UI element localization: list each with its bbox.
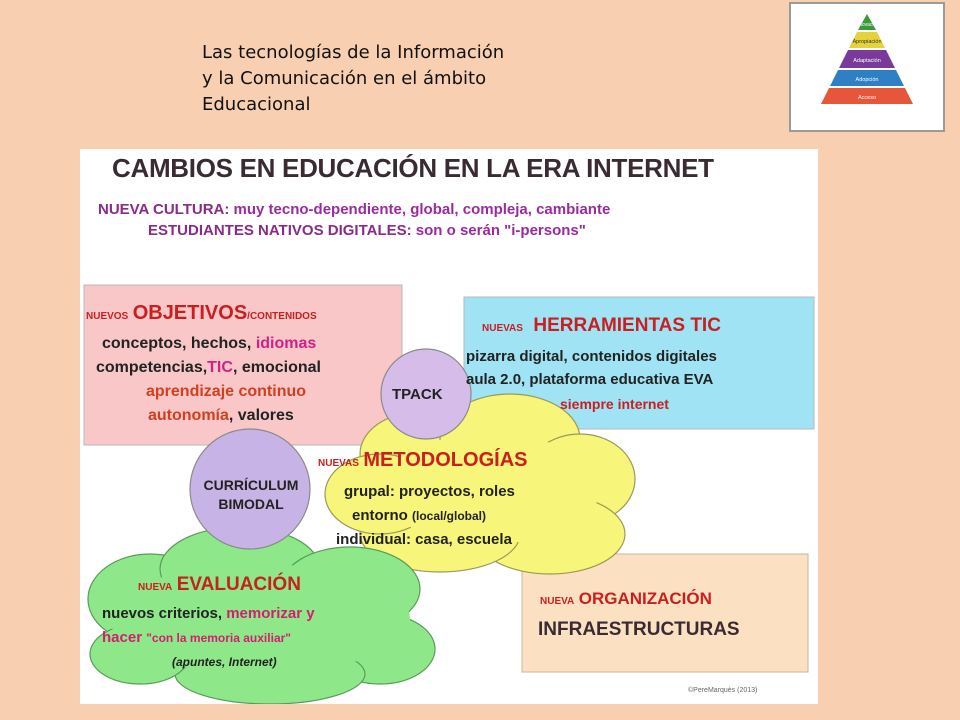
pyramid-image	[789, 2, 945, 132]
pyramid-level-label: Apropiación	[852, 39, 882, 45]
objetivos-text: , valores	[228, 407, 294, 424]
objetivos-suffix: /CONTENIDOS	[247, 311, 317, 322]
evaluacion-line-2	[102, 629, 291, 646]
slide-title-line: Las tecnologías de la Información	[202, 42, 505, 63]
evaluacion-title: EVALUACIÓN	[176, 574, 301, 595]
pyramid-level-label: Innovación	[854, 22, 880, 28]
herramientas-line-2: aula 2.0, plataforma educativa EVA	[466, 371, 714, 388]
evaluacion-highlight: hacer	[102, 629, 147, 646]
organizacion-line-2: INFRAESTRUCTURAS	[538, 619, 740, 640]
evaluacion-text: nuevos criterios,	[102, 605, 227, 622]
slide-title-line: Educacional	[202, 94, 311, 115]
curriculum-line: CURRÍCULUM	[203, 477, 299, 493]
objetivos-title: OBJETIVOS	[132, 302, 248, 324]
organizacion-prefix: NUEVA	[540, 596, 575, 607]
objetivos-line-3: aprendizaje continuo	[146, 383, 307, 400]
objetivos-heading	[86, 302, 317, 325]
tpack-label: TPACK	[392, 386, 443, 403]
evaluacion-heading	[138, 574, 301, 596]
metodologias-note: (local/global)	[412, 509, 487, 523]
metodologias-heading	[318, 449, 527, 472]
objetivos-highlight: TIC	[207, 359, 233, 376]
objetivos-line-4	[148, 407, 294, 425]
objetivos-text: , emocional	[232, 359, 321, 376]
metodologias-text: entorno	[352, 507, 412, 524]
nueva-cultura-label: NUEVA CULTURA:	[98, 201, 230, 218]
evaluacion-note: "con la memoria auxiliar"	[146, 631, 291, 645]
curriculum-label	[192, 476, 310, 514]
pyramid-level-label: Acceso	[857, 95, 877, 101]
nativos-digitales-line	[148, 222, 586, 239]
objetivos-line-1	[102, 335, 316, 353]
nativos-digitales-text: son o serán "i-persons"	[411, 222, 586, 239]
herramientas-heading	[482, 315, 721, 337]
metodologias-line-3: individual: casa, escuela	[336, 531, 512, 548]
pyramid-diagram	[791, 4, 943, 130]
herramientas-line-3: siempre internet	[560, 396, 669, 412]
organizacion-title: ORGANIZACIÓN	[578, 589, 712, 608]
infographic-title: CAMBIOS EN EDUCACIÓN EN LA ERA INTERNET	[112, 153, 714, 183]
metodologias-title: METODOLOGÍAS	[363, 449, 528, 471]
nueva-cultura-text: muy tecno-dependiente, global, compleja, cambiante	[229, 201, 611, 218]
evaluacion-line-3: (apuntes, Internet)	[172, 655, 277, 669]
objetivos-highlight: autonomía	[148, 407, 229, 424]
pyramid-level-label: Adopción	[855, 77, 879, 83]
pyramid-level-label: Adaptación	[853, 58, 881, 64]
objetivos-highlight: idiomas	[255, 335, 317, 352]
objetivos-prefix: NUEVOS	[86, 311, 129, 322]
infographic-image	[80, 149, 818, 704]
evaluacion-prefix: NUEVA	[138, 582, 173, 593]
metodologias-line-2	[352, 507, 486, 524]
metodologias-line-1: grupal: proyectos, roles	[344, 483, 515, 500]
objetivos-text: conceptos, hechos,	[102, 335, 256, 352]
evaluacion-line-1	[102, 605, 315, 622]
nueva-cultura-line	[98, 201, 610, 218]
metodologias-prefix: NUEVAS	[318, 458, 359, 469]
curriculum-line: BIMODAL	[218, 496, 284, 512]
slide-title	[202, 40, 562, 118]
objetivos-text: competencias,	[96, 359, 208, 376]
slide-title-line: y la Comunicación en el ámbito	[202, 68, 487, 89]
herramientas-line-1: pizarra digital, contenidos digitales	[466, 348, 717, 365]
credit-text: ©PereMarquès (2013)	[688, 687, 758, 694]
organizacion-heading	[540, 589, 712, 609]
objetivos-line-2	[96, 359, 321, 377]
nativos-digitales-label: ESTUDIANTES NATIVOS DIGITALES:	[148, 222, 412, 239]
herramientas-prefix: NUEVAS	[482, 323, 523, 334]
evaluacion-highlight: memorizar y	[226, 605, 315, 622]
herramientas-title: HERRAMIENTAS TIC	[533, 315, 721, 336]
